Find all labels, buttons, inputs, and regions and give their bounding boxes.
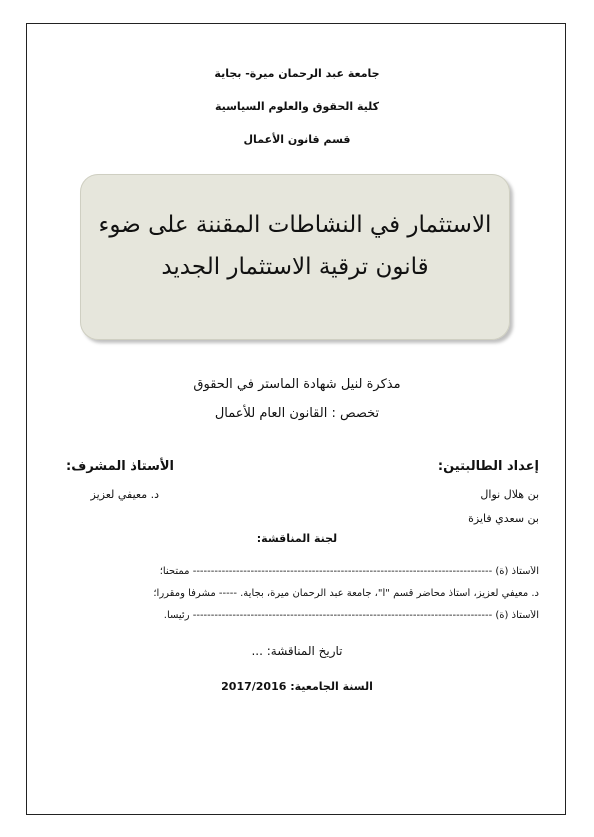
academic-year: السنة الجامعية: 2017/2016	[221, 680, 373, 693]
supervisor-name: د. معيفي لعزيز	[90, 488, 159, 501]
faculty-name: كلية الحقوق والعلوم السياسية	[214, 100, 380, 113]
committee-row-president: الأستاذ (ة) ----------------------------------------------------------------------------------- رئيسا.	[163, 610, 539, 621]
thesis-purpose: مذكرة لنيل شهادة الماستر في الحقوق	[193, 377, 401, 392]
student-name-1: بن هلال نوال	[480, 488, 539, 501]
thesis-title-line-2: قانون ترقية الاستثمار الجديد	[161, 254, 429, 280]
defense-date: تاريخ المناقشة: ...	[251, 644, 343, 658]
thesis-specialty: تخصص : القانون العام للأعمال	[214, 406, 380, 421]
student-name-2: بن سعدي فايزة	[468, 512, 539, 525]
title-box	[80, 174, 510, 340]
department-name: قسم قانون الأعمال	[243, 133, 351, 146]
thesis-title-line-1: الاستثمار في النشاطات المقننة على ضوء	[98, 212, 492, 238]
committee-label: لجنة المناقشة:	[256, 532, 338, 545]
committee-row-supervisor: د. معيفي لعزيز، أستاذ محاضر قسم "أ"، جامعة عبد الرحمان ميرة، بجاية. ----- مشرفا ومقررا؛	[153, 588, 539, 599]
students-label: إعداد الطالبتين:	[437, 459, 539, 474]
university-name: جامعة عبد الرحمان ميرة- بجاية	[214, 67, 380, 80]
committee-row-examiner: الأستاذ (ة) ----------------------------------------------------------------------------------- ممتحنا؛	[159, 566, 539, 577]
supervisor-label: الأستاذ المشرف:	[66, 459, 174, 474]
